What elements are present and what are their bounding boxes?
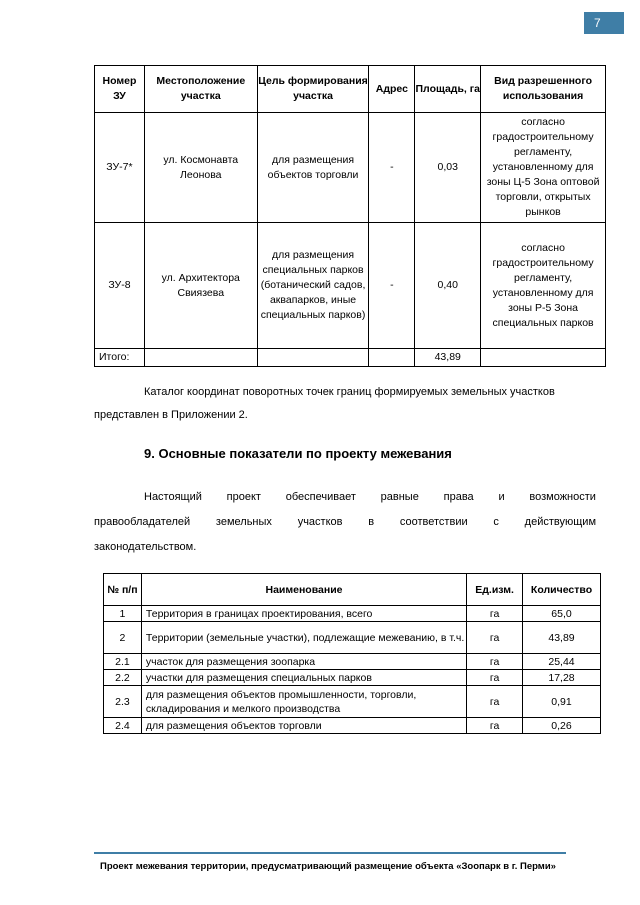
- empty-cell: [257, 349, 369, 367]
- cell-unit: га: [467, 654, 523, 670]
- cell-qty: 43,89: [523, 622, 601, 654]
- paragraph-line2: [94, 510, 596, 535]
- cell-use: согласно градостроительному регламенту, установленному для зоны Ц-5 Зона оптовой торговли, открытых рынков: [481, 113, 606, 223]
- total-row: [95, 349, 606, 367]
- total-label: Итого:: [95, 349, 145, 367]
- cell-location: ул. Архитектора Свиязева: [144, 223, 257, 349]
- table-row: [95, 223, 606, 349]
- cell-purpose: для размещения объектов торговли: [257, 113, 369, 223]
- cell-location: ул. Космонавта Леонова: [144, 113, 257, 223]
- indicators-table: [103, 573, 601, 734]
- section-heading: 9. Основные показатели по проекту межевания: [144, 446, 452, 461]
- cell-unit: га: [467, 606, 523, 622]
- cell-name: для размещения объектов торговли: [141, 718, 466, 734]
- cell-unit: га: [467, 686, 523, 718]
- table-row: [95, 113, 606, 223]
- table-row: [104, 606, 601, 622]
- header-area: Площадь, га: [415, 66, 481, 113]
- cell-qty: 65,0: [523, 606, 601, 622]
- cell-num: 1: [104, 606, 142, 622]
- header-qty: Количество: [523, 574, 601, 606]
- table-row: [104, 654, 601, 670]
- empty-cell: [144, 349, 257, 367]
- header-purpose: Цель формирования участка: [257, 66, 369, 113]
- table-header-row: [104, 574, 601, 606]
- catalog-text-line1: Каталог координат поворотных точек границ формируемых земельных участков: [144, 386, 555, 398]
- word: проект: [226, 491, 261, 503]
- header-num: Номер ЗУ: [95, 66, 145, 113]
- header-name: Наименование: [141, 574, 466, 606]
- page-number: 7: [584, 12, 624, 34]
- paragraph-line3: законодательством.: [94, 541, 197, 553]
- total-area: 43,89: [415, 349, 481, 367]
- word: права: [443, 491, 474, 503]
- word: равные: [380, 491, 419, 503]
- cell-unit: га: [467, 622, 523, 654]
- cell-area: 0,40: [415, 223, 481, 349]
- cell-area: 0,03: [415, 113, 481, 223]
- word: и: [498, 491, 505, 503]
- cell-address: -: [369, 223, 415, 349]
- cell-num: 2.1: [104, 654, 142, 670]
- cell-num: 2.3: [104, 686, 142, 718]
- cell-purpose: для размещения специальных парков (ботанический садов, аквапарков, иные специальных парков): [257, 223, 369, 349]
- table-row: [104, 622, 601, 654]
- cell-num: ЗУ-7*: [95, 113, 145, 223]
- cell-address: -: [369, 113, 415, 223]
- table-header-row: [95, 66, 606, 113]
- cell-num: 2.4: [104, 718, 142, 734]
- cell-qty: 17,28: [523, 670, 601, 686]
- land-plots-table: [94, 65, 606, 367]
- word: Настоящий: [144, 491, 202, 503]
- table-row: [104, 718, 601, 734]
- word: обеспечивает: [285, 491, 356, 503]
- header-location: Местоположение участка: [144, 66, 257, 113]
- word: в: [368, 516, 375, 528]
- table-row: [104, 670, 601, 686]
- word: возможности: [529, 491, 596, 503]
- cell-num: 2: [104, 622, 142, 654]
- header-address: Адрес: [369, 66, 415, 113]
- cell-num: ЗУ-8: [95, 223, 145, 349]
- cell-name: Территории (земельные участки), подлежащие межеванию, в т.ч.: [141, 622, 466, 654]
- cell-name: участки для размещения специальных парков: [141, 670, 466, 686]
- cell-name: участок для размещения зоопарка: [141, 654, 466, 670]
- cell-unit: га: [467, 670, 523, 686]
- word: участков: [297, 516, 343, 528]
- word: действующим: [524, 516, 596, 528]
- footer-divider: [94, 852, 566, 854]
- cell-use: согласно градостроительному регламенту, установленному для зоны Р-5 Зона специальных парков: [481, 223, 606, 349]
- word: правообладателей: [94, 516, 191, 528]
- cell-qty: 0,91: [523, 686, 601, 718]
- cell-name: для размещения объектов промышленности, торговли, складирования и мелкого производства: [141, 686, 466, 718]
- catalog-text-line2: представлен в Приложении 2.: [94, 409, 248, 421]
- header-num: № п/п: [104, 574, 142, 606]
- cell-unit: га: [467, 718, 523, 734]
- header-use: Вид разрешенного использования: [481, 66, 606, 113]
- word: земельных: [215, 516, 272, 528]
- empty-cell: [481, 349, 606, 367]
- header-unit: Ед.изм.: [467, 574, 523, 606]
- cell-qty: 25,44: [523, 654, 601, 670]
- table-row: [104, 686, 601, 718]
- cell-num: 2.2: [104, 670, 142, 686]
- word: соответствии: [399, 516, 468, 528]
- paragraph-line1: [144, 485, 596, 510]
- word: с: [493, 516, 499, 528]
- empty-cell: [369, 349, 415, 367]
- cell-name: Территория в границах проектирования, всего: [141, 606, 466, 622]
- cell-qty: 0,26: [523, 718, 601, 734]
- page-footer: Проект межевания территории, предусматривающий размещение объекта «Зоопарк в г. Перми»: [100, 861, 556, 872]
